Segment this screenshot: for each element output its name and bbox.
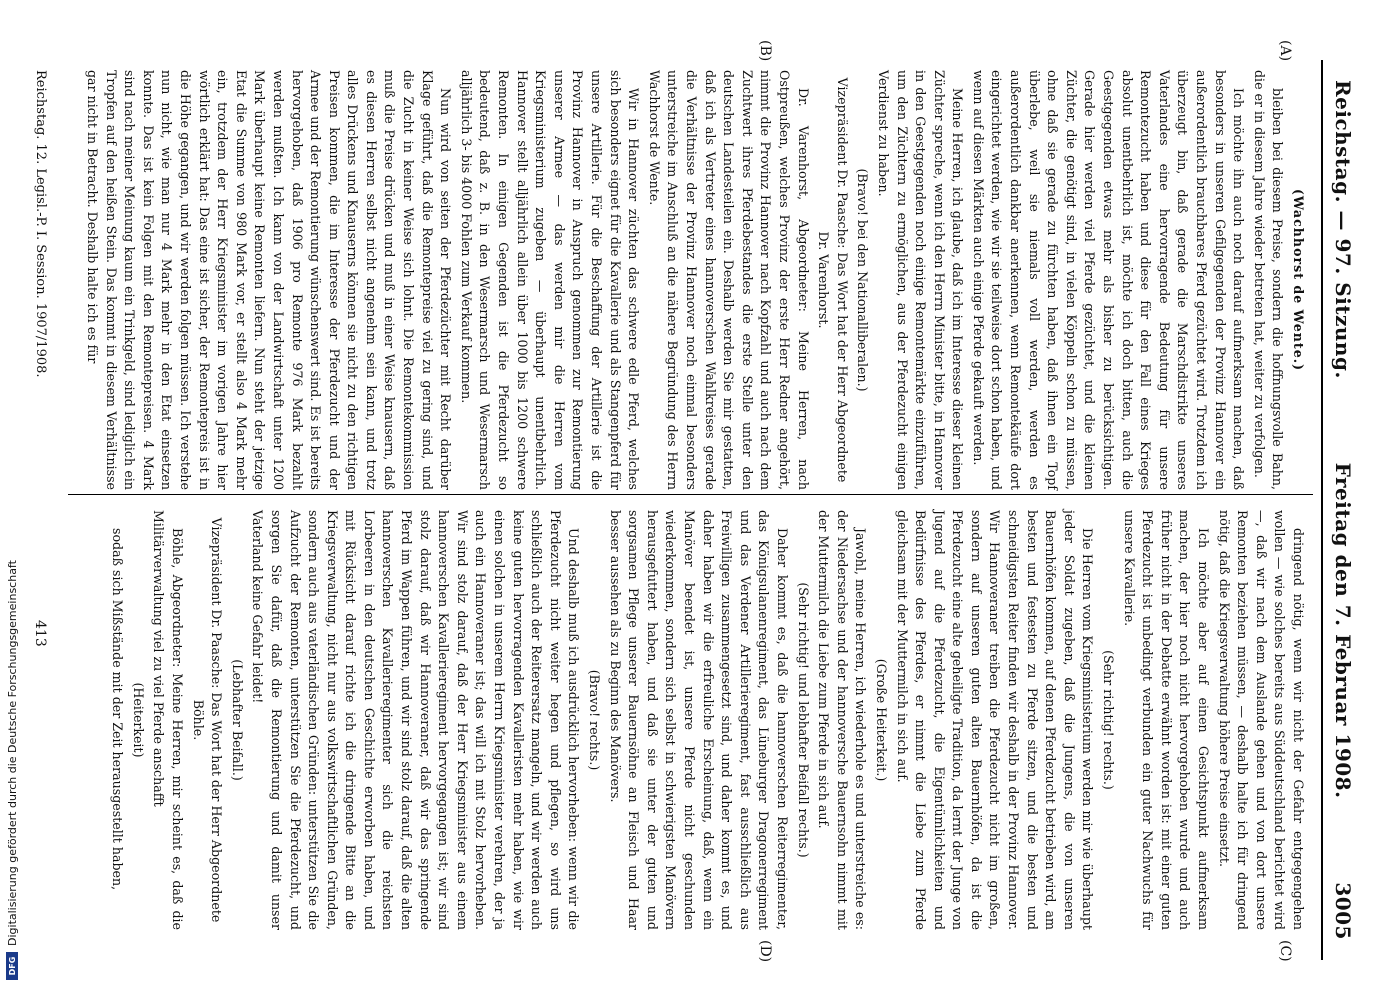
right-column-paragraph: Die Herren vom Kriegsministerium werden mir wie überhaupt jeder Soldat zugeben, daß die Jungens, die von unseren Bauernhöfen kommen, auf denen Pferdezucht betrieben wird, am besten und festesten zu Pferde sitzen, und die besten und schneidigsten Reiter finden wir deshalb in der Provinz Hannover. Wir Hannoveraner treiben die Pferdezucht nicht im großen, sondern auf unseren guten alten Bauernhöfen, da ist die Pferdezucht eine alte geheiligte Tradition, da lernt der Junge von Jugend auf die Pferdezucht, die Eigentümlichkeiten und Bedürfnisse des Pferdes, er nimmt die Liebe zum Pferde gleichsam mit der Muttermilch in sich auf. — [894, 510, 1096, 930]
margin-letter-c: (C) — [1277, 940, 1293, 962]
right-column-paragraph: Vizepräsident Dr. Paasche: Das Wort hat der Herr Abgeordnete Böhle. — [190, 517, 225, 923]
right-column-paragraph: (Lebhafter Beifall.) — [229, 659, 245, 781]
footer-source: Reichstag. 12. Legisl.-P. I. Session. 1907/1908. — [33, 70, 48, 378]
left-column-paragraph: Meine Herren, ich glaube, daß ich im Interesse dieser kleinen Züchter spreche, wenn ich den Herrn Minister bitte, in Hannover in den Geestgegenden noch einige Remontemärkte einzuführen, um den Züchtern zu ermöglichen, aus der Pferdezucht einigen Verdienst zu haben. — [875, 70, 966, 490]
left-column-paragraph: (Bravo! bei den Nationalliberalen.) — [855, 168, 871, 392]
running-head-page: 3005 — [1331, 882, 1355, 940]
right-column-paragraph: (Sehr richtig! rechts.) — [1101, 650, 1117, 790]
dfg-logo: DFG — [6, 952, 18, 980]
right-column-paragraph: dringend nötig, wenn wir nicht der Gefahr entgegengehen wollen — wie solches bereits aus Süddeutschland berichtet wird —, daß wir nach dem Auslande gehen und von dort unsere Remonten beziehen müssen, — deshalb halte ich für dringend nötig, daß die Kriegsverwaltung höhere Preise einsetzt. — [1216, 510, 1306, 930]
right-column-paragraph: Ich möchte aber auf einen Gesichtspunkt aufmerksam machen, der hier noch nicht hervorgehoben wurde und auch früher nicht in der Debatte erwähnt worden ist: mit einer guten Pferdezucht ist unbedingt verbunden ein guter Nachwuchs für unsere Kavallerie. — [1121, 510, 1212, 930]
header-rule — [1321, 60, 1323, 960]
left-column — [80, 70, 1307, 490]
margin-letter-d: (D) — [757, 940, 773, 963]
right-column-paragraph: (Bravo! rechts.) — [587, 669, 603, 771]
left-column-paragraph: Wir in Hannover züchten das schwere edle Pferd, welches sich besonders eignet für die Kavallerie und als Stangenpferd für unsere Artillerie. Für die Beschaffung der Artillerie ist die Provinz Hannover in Anspruch genommen zur Remontierung unserer Armee — das werden mir die Herren vom Kriegsministerium zugeben — überhaupt unentbehrlich. Hannover stellt alljährlich allein über 1000 bis 1200 schwere Remonten. In einigen Gegenden ist die Pferdezucht so bedeutend, daß z. B. in den Wesermarsch und Wesermarsch alljährlich 3- bis 4000 Fohlen zum Verkauf kommen. — [458, 70, 642, 490]
right-column-paragraph: Und deshalb muß ich ausdrücklich hervorheben: wenn wir die Pferdezucht nicht weiter hegen und pflegen, so wird uns schließlich auch der Reiterersatz mangeln, und wir werden auch keine guten hervorragenden Kavalleristen mehr haben, wie wir einen solchen in unserem Herrn Kriegsminister verehren, der ja auch ein Hannoveraner ist; das will ich mit Stolz hervorheben. Wir sind stolz darauf, daß der Herr Kriegsminister aus einem hannoverschen Kavallerieregiment hervorgegangen ist; wir sind stolz darauf, daß wir Hannoveraner, daß wir das springende Pferd im Wappen führen, und wir sind stolz darauf, daß die alten hannoverschen Kavallerieregimenter sich die reichsten Lorbeeren in den deutschen Geschichte erworben haben, und mit Rücksicht darauf richte ich die dringende Bitte an die Kriegsverwaltung, nicht nur aus volkswirtschaftlichen Gründen, sondern auch aus vaterländischen Gründen: unterstützen Sie die Aufzucht der Remonten, unterstützen Sie die Pferdezucht, und sorgen Sie dafür, daß die Remontierung und damit unser Vaterland keine Gefahr leidet! — [250, 510, 582, 930]
margin-letter-a: (A) — [1277, 40, 1293, 62]
right-column — [106, 510, 1307, 930]
right-column-paragraph: Daher kommt es, daß die hannoverschen Reiterregimenter, das Königsulanenregiment, das Lüneburger Dragonerregiment und das Verdener Artillerieregiment, fast ausschließlich aus Freiwilligen zusammengesetzt sind, und daher kommt es, und daher haben wir die erfreuliche Erscheinung, daß, wenn ein Manöver beendet ist, unsere Pferde nicht geschunden wiederkommen, sondern sich selbst in schwierigsten Manövern herausgefuttert haben, und daß sie unter der guten und sorgsamen Pflege unserer Bauernsöhne an Fleisch und Haar besser aussehen als zu Beginn des Manövers. — [607, 510, 790, 930]
left-column-paragraph: bleiben bei diesem Preise, sondern die hoffnungsvolle Bahn, die er in diesem Jahre wieder betreten hat, weiter zu verfolgen. — [1251, 70, 1286, 490]
footer-page-number: 413 — [32, 620, 48, 647]
right-column-paragraph: Böhle, Abgeordneter: Meine Herren, mir scheint es, daß die Militärverwaltung viel zu viel Pferde anschafft — [151, 510, 185, 930]
right-column-paragraph: (Heiterkeit) — [130, 682, 146, 758]
running-head-center: Freitag den 7. Februar 1908. — [1331, 462, 1355, 799]
left-column-paragraph: Ich möchte ihn auch noch darauf aufmerksam machen, daß besonders in unseren Gefilgegenden der Provinz Hannover ein außerordentlich brauchbares Pferd gezüchtet wird. Trotzdem ich überzeugt bin, daß gerade die Marschdistrikte unseres Vaterlandes eine hervorragende Bedeutung für unsere Remontezucht haben und diese für den Fall eines Krieges absolut unentbehrlich ist, möchte ich doch bitten, auch die Geestgegenden etwas mehr als bisher zu berücksichtigen. Gerade hier werden viel Pferde gezüchtet, und die kleinen Züchter, die genötigt sind, in vielen Köppeln schon zu müssen, ohne daß sie gerade zu fürchten haben, daß ihnen ein Topf überlebe, weil sie niemals voll werden, werden es außerordentlich dankbar anerkennen, wenn Remontekäufe dort eingerichtet werden, wie wir sie teilweise dort schon haben, und wenn auf diesen Märkten auch einige Pferde gekauft werden. — [970, 70, 1247, 490]
left-column-paragraph: Vizepräsident Dr. Paasche: Das Wort hat der Herr Abgeordnete Dr. Varenhorst. — [816, 77, 850, 483]
right-column-paragraph: sodaß sich Mißstände mit der Zeit herausgestellt haben, — [110, 528, 126, 891]
digitization-note — [4, 20, 20, 980]
right-column-paragraph: (Sehr richtig! und lebhafter Beifall rechts.) — [795, 582, 811, 858]
digitization-text: Digitalisierung gefördert durch die Deutsche Forschungsgemeinschaft — [5, 560, 19, 946]
column-divider — [68, 494, 1313, 495]
left-column-paragraph: Nun wird von seiten der Pferdezüchter mit Recht darüber Klage geführt, daß die Remontepreise viel zu gering sind, und die Zucht in keiner Weise sich lohnt. Die Remontekommission muß die Preise drücken und muß in einer Weise knausern, daß es diesen Herren selbst nicht angenehm sein kann, und trotz alles Drückens und Knauserns können sie nicht zu den richtigen Preisen kommen, die im Interesse der Pferdezucht und der Armee und der Remontierung wünschenswert sind. Es ist bereits hervorgehoben, daß 1906 pro Remonte 976 Mark bezahlt werden mußten. Ich kann von der Landwirtschaft unter 1200 Mark überhaupt keine Remonten liefern. Nun steht der jetzige Etat die Summe von 980 Mark vor, er stellt also 4 Mark mehr ein, trotzdem der Herr Kriegsminister im vorigen Jahre hier wörtlich erklärt hat: Das eine ist sicher, der Remontepreis ist in die Höhe gegangen, und wir werden folgen müssen. Ich verstehe nun nicht, wie man nur 4 Mark mehr in den Etat einsetzen konnte. Das ist kein Folgen mit den Remontepreisen. 4 Mark sind nach meiner Meinung kaum ein Trinkgeld, sind lediglich ein Tropfen auf den heißen Stein. Das kommt in diesem Verhältnisse gar nicht in Betracht. Deshalb halte ich es für — [85, 70, 454, 490]
running-head-left: Reichstag. — 97. Sitzung. — [1331, 80, 1355, 379]
margin-letter-b: (B) — [757, 40, 773, 62]
left-column-paragraph: Dr. Varenhorst, Abgeordneter: Meine Herren, nach Ostpreußen, welches Provinz der erste Herr Redner angehört, nimmt die Provinz Hannover nach Kopfzahl und auch nach dem Zuchtwert ihres Pferdebestandes die erste Stelle unter den deutschen Landesteilen ein. Deshalb werden Sie mir gestatten, daß ich als Vertreter eines hannoverschen Wahlkreises gerade die Verhältnisse der Provinz Hannover noch einmal besonders unterstreiche im Anschluß an die nähere Begründung des Herrn Wachhorst de Wente. — [646, 70, 811, 490]
right-column-paragraph: (Große Heiterkeit.) — [873, 658, 889, 782]
right-column-paragraph: Jawohl, meine Herren, ich wiederhole es und unterstreiche es: der Niedersachse und der hannoversche Bauernsohn nimmt mit der Muttermilch die Liebe zum Pferde in sich auf. — [816, 510, 869, 930]
left-column-paragraph: (Wachhorst de Wente.) — [1291, 188, 1306, 372]
running-head — [1331, 80, 1355, 940]
